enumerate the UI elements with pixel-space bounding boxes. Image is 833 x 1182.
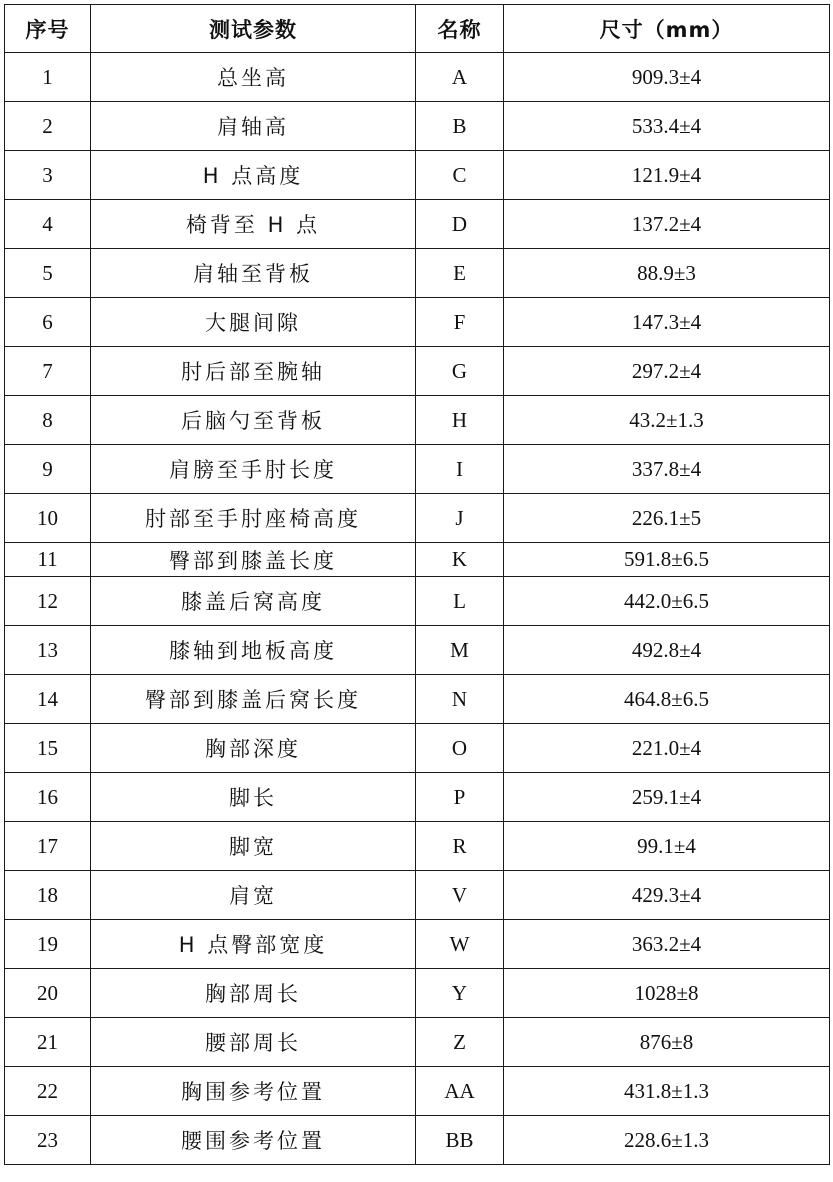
row-index: 13 xyxy=(5,626,91,675)
row-dimension: 259.1±4 xyxy=(504,773,830,822)
row-param: 椅背至 H 点 xyxy=(91,200,416,249)
row-code: AA xyxy=(416,1067,504,1116)
row-code: N xyxy=(416,675,504,724)
table-row xyxy=(5,347,830,396)
row-param: 膝盖后窝高度 xyxy=(91,577,416,626)
row-param: H 点臀部宽度 xyxy=(91,920,416,969)
row-code: B xyxy=(416,102,504,151)
row-dimension: 226.1±5 xyxy=(504,494,830,543)
row-dimension: 909.3±4 xyxy=(504,53,830,102)
row-param: 脚宽 xyxy=(91,822,416,871)
row-code: Z xyxy=(416,1018,504,1067)
row-index: 23 xyxy=(5,1116,91,1165)
row-code: G xyxy=(416,347,504,396)
row-code: E xyxy=(416,249,504,298)
row-code: P xyxy=(416,773,504,822)
row-code: H xyxy=(416,396,504,445)
row-index: 10 xyxy=(5,494,91,543)
row-dimension: 464.8±6.5 xyxy=(504,675,830,724)
row-index: 20 xyxy=(5,969,91,1018)
header-code: 名称 xyxy=(416,5,504,53)
row-index: 14 xyxy=(5,675,91,724)
table-header xyxy=(5,5,830,53)
row-dimension: 221.0±4 xyxy=(504,724,830,773)
row-param: 肩膀至手肘长度 xyxy=(91,445,416,494)
row-index: 22 xyxy=(5,1067,91,1116)
row-index: 1 xyxy=(5,53,91,102)
row-dimension: 876±8 xyxy=(504,1018,830,1067)
row-param: 总坐高 xyxy=(91,53,416,102)
table-row xyxy=(5,543,830,577)
row-code: J xyxy=(416,494,504,543)
row-param: 腰围参考位置 xyxy=(91,1116,416,1165)
row-param: 胸部深度 xyxy=(91,724,416,773)
row-index: 4 xyxy=(5,200,91,249)
table-row xyxy=(5,675,830,724)
table-row xyxy=(5,298,830,347)
header-dimension: 尺寸（mm） xyxy=(504,5,830,53)
row-param: 胸围参考位置 xyxy=(91,1067,416,1116)
row-dimension: 88.9±3 xyxy=(504,249,830,298)
row-dimension: 137.2±4 xyxy=(504,200,830,249)
row-code: I xyxy=(416,445,504,494)
row-index: 5 xyxy=(5,249,91,298)
row-index: 17 xyxy=(5,822,91,871)
row-param: 肘部至手肘座椅高度 xyxy=(91,494,416,543)
row-dimension: 442.0±6.5 xyxy=(504,577,830,626)
row-dimension: 297.2±4 xyxy=(504,347,830,396)
table-row xyxy=(5,1067,830,1116)
row-dimension: 121.9±4 xyxy=(504,151,830,200)
row-param: 后脑勺至背板 xyxy=(91,396,416,445)
table-row xyxy=(5,920,830,969)
header-row xyxy=(5,5,830,53)
row-dimension: 1028±8 xyxy=(504,969,830,1018)
table-row xyxy=(5,773,830,822)
table-row xyxy=(5,577,830,626)
row-index: 9 xyxy=(5,445,91,494)
row-index: 16 xyxy=(5,773,91,822)
row-dimension: 533.4±4 xyxy=(504,102,830,151)
header-param: 测试参数 xyxy=(91,5,416,53)
row-dimension: 337.8±4 xyxy=(504,445,830,494)
row-index: 8 xyxy=(5,396,91,445)
row-index: 12 xyxy=(5,577,91,626)
table-body xyxy=(5,53,830,1165)
table-row xyxy=(5,151,830,200)
row-param: 大腿间隙 xyxy=(91,298,416,347)
row-code: BB xyxy=(416,1116,504,1165)
row-index: 18 xyxy=(5,871,91,920)
row-dimension: 43.2±1.3 xyxy=(504,396,830,445)
table-row xyxy=(5,494,830,543)
row-dimension: 591.8±6.5 xyxy=(504,543,830,577)
table-row xyxy=(5,969,830,1018)
row-code: K xyxy=(416,543,504,577)
row-code: M xyxy=(416,626,504,675)
table-row xyxy=(5,1116,830,1165)
table-row xyxy=(5,200,830,249)
row-index: 19 xyxy=(5,920,91,969)
table-row xyxy=(5,445,830,494)
row-index: 3 xyxy=(5,151,91,200)
row-code: R xyxy=(416,822,504,871)
row-index: 7 xyxy=(5,347,91,396)
row-dimension: 228.6±1.3 xyxy=(504,1116,830,1165)
table-row xyxy=(5,871,830,920)
row-index: 21 xyxy=(5,1018,91,1067)
row-index: 6 xyxy=(5,298,91,347)
row-dimension: 99.1±4 xyxy=(504,822,830,871)
row-dimension: 363.2±4 xyxy=(504,920,830,969)
row-dimension: 492.8±4 xyxy=(504,626,830,675)
row-param: 脚长 xyxy=(91,773,416,822)
table-row xyxy=(5,396,830,445)
table-row xyxy=(5,1018,830,1067)
row-code: C xyxy=(416,151,504,200)
row-param: 腰部周长 xyxy=(91,1018,416,1067)
header-index: 序号 xyxy=(5,5,91,53)
row-dimension: 429.3±4 xyxy=(504,871,830,920)
row-code: W xyxy=(416,920,504,969)
row-param: 臀部到膝盖后窝长度 xyxy=(91,675,416,724)
row-param: 肩轴至背板 xyxy=(91,249,416,298)
row-param: H 点高度 xyxy=(91,151,416,200)
row-code: V xyxy=(416,871,504,920)
row-param: 膝轴到地板高度 xyxy=(91,626,416,675)
row-param: 肩宽 xyxy=(91,871,416,920)
row-code: F xyxy=(416,298,504,347)
row-code: D xyxy=(416,200,504,249)
row-dimension: 431.8±1.3 xyxy=(504,1067,830,1116)
table-row xyxy=(5,102,830,151)
table-row xyxy=(5,724,830,773)
dimension-table xyxy=(4,4,830,1165)
table-row xyxy=(5,822,830,871)
table-row xyxy=(5,626,830,675)
row-param: 臀部到膝盖长度 xyxy=(91,543,416,577)
row-code: O xyxy=(416,724,504,773)
row-param: 肘后部至腕轴 xyxy=(91,347,416,396)
row-index: 2 xyxy=(5,102,91,151)
row-code: Y xyxy=(416,969,504,1018)
row-code: L xyxy=(416,577,504,626)
table-row xyxy=(5,53,830,102)
row-param: 肩轴高 xyxy=(91,102,416,151)
row-dimension: 147.3±4 xyxy=(504,298,830,347)
table-row xyxy=(5,249,830,298)
row-param: 胸部周长 xyxy=(91,969,416,1018)
row-code: A xyxy=(416,53,504,102)
row-index: 15 xyxy=(5,724,91,773)
row-index: 11 xyxy=(5,543,91,577)
